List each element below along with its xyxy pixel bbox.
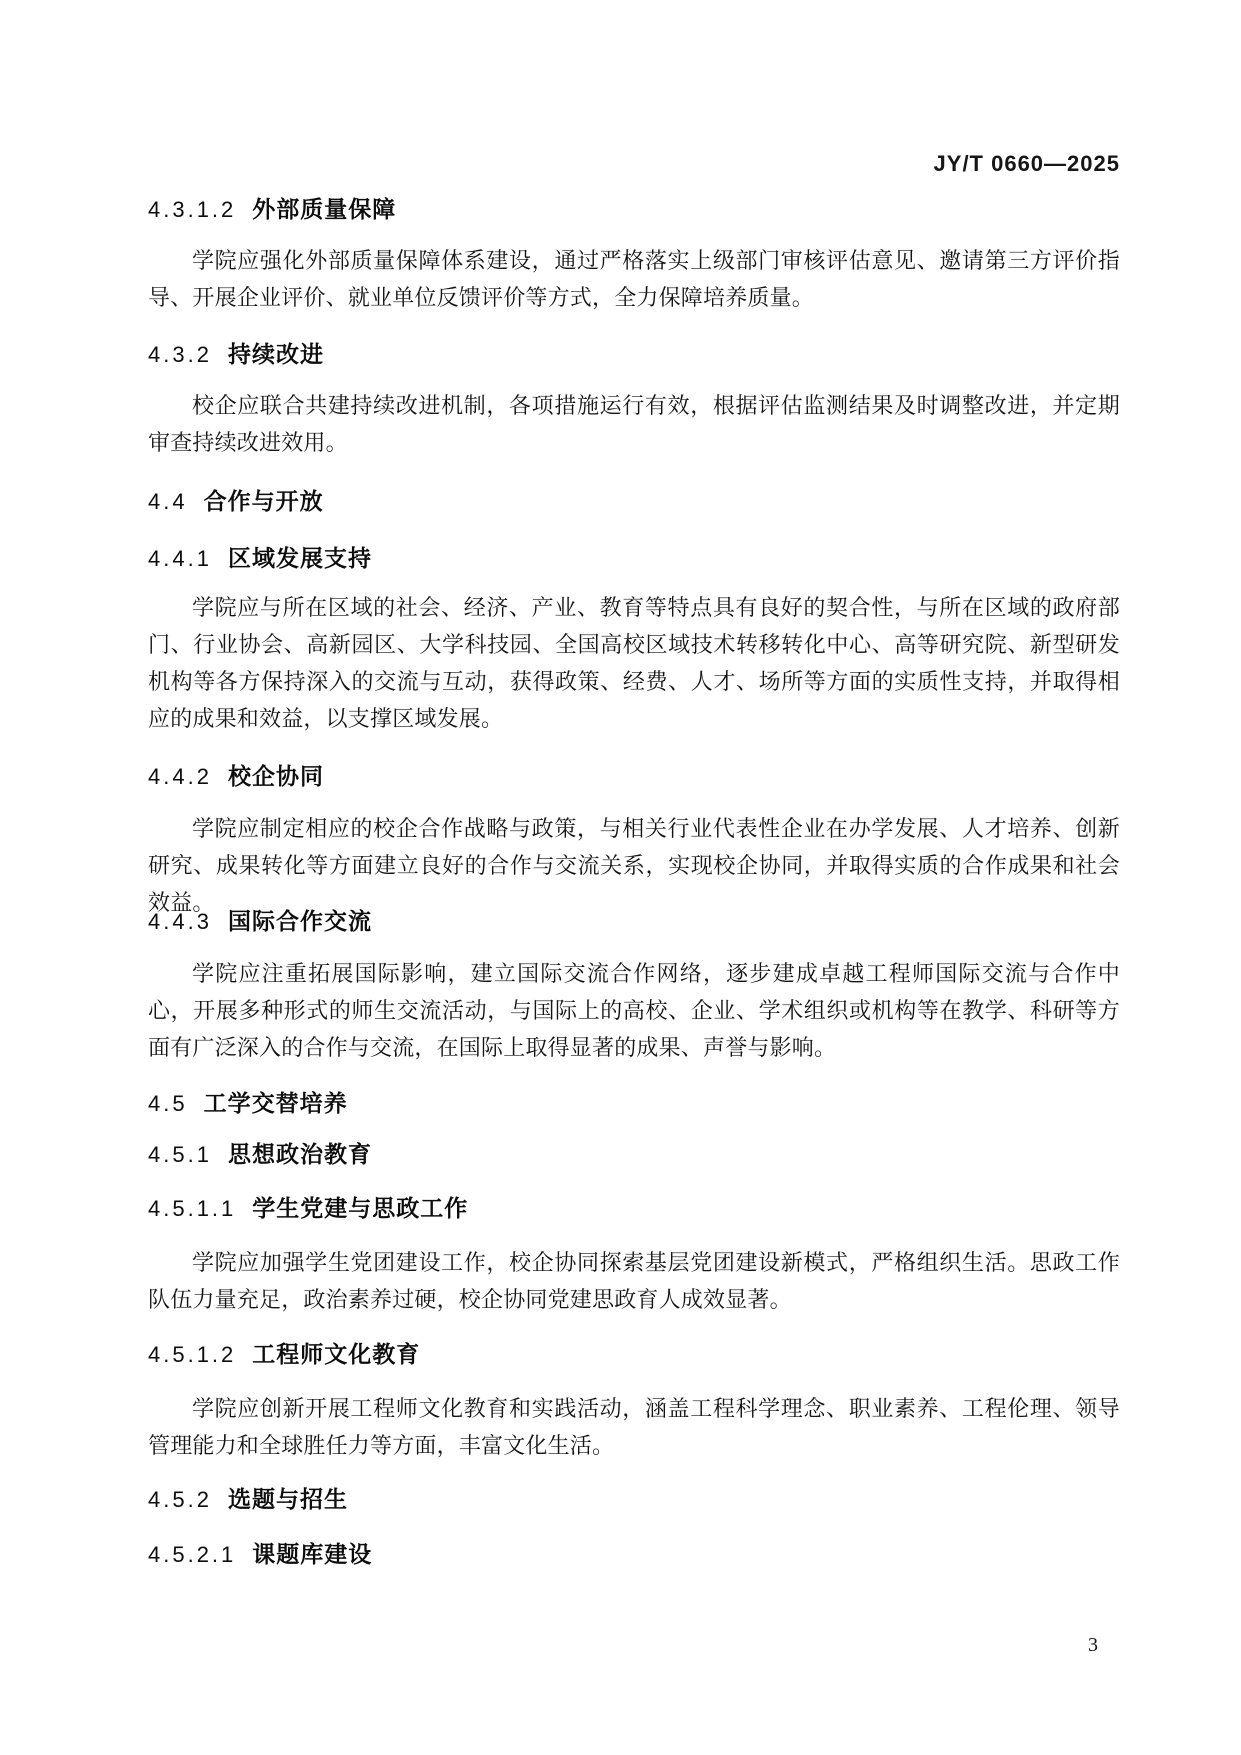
heading-title: 持续改进: [227, 341, 324, 367]
heading-number: 4.5.2.1: [148, 1542, 237, 1567]
heading-4-5-1-1: [148, 1195, 1120, 1222]
paragraph-continuous-improvement: 校企应联合共建持续改进机制，各项措施运行有效，根据评估监测结果及时调整改进，并定期审查持续改进效用。: [148, 393, 1120, 455]
heading-number: 4.4.3: [148, 909, 212, 934]
paragraph-international-cooperation: 学院应注重拓展国际影响，建立国际交流合作网络，逐步建成卓越工程师国际交流与合作中心，开展多种形式的师生交流活动，与国际上的高校、企业、学术组织或机构等在教学、科研等方面有广泛深入的合作与交流，在国际上取得显著的成果、声誉与影响。: [148, 961, 1120, 1060]
heading-number: 4.4: [148, 489, 188, 514]
heading-number: 4.5.1.2: [148, 1342, 237, 1367]
heading-4-5: [148, 1090, 1120, 1117]
heading-number: 4.5.1: [148, 1142, 212, 1167]
heading-4-4-3: [148, 908, 1120, 935]
heading-number: 4.3.2: [148, 342, 212, 367]
heading-4-5-1: [148, 1141, 1120, 1168]
heading-4-3-1-2: [148, 196, 1120, 223]
heading-title: 工学交替培养: [203, 1090, 348, 1116]
heading-title: 工程师文化教育: [252, 1341, 421, 1367]
heading-title: 国际合作交流: [227, 908, 372, 934]
heading-4-5-2-1: [148, 1541, 1120, 1568]
heading-4-5-1-2: [148, 1341, 1120, 1368]
heading-4-5-2: [148, 1486, 1120, 1513]
heading-4-3-2: [148, 341, 1120, 368]
heading-4-4-1: [148, 545, 1120, 572]
standard-number-header: JY/T 0660—2025: [933, 151, 1120, 176]
heading-title: 选题与招生: [227, 1486, 348, 1512]
heading-number: 4.3.1.2: [148, 197, 237, 222]
heading-4-4-2: [148, 763, 1120, 790]
heading-number: 4.5: [148, 1091, 188, 1116]
heading-number: 4.4.2: [148, 764, 212, 789]
heading-title: 外部质量保障: [252, 196, 397, 222]
heading-title: 学生党建与思政工作: [252, 1195, 469, 1221]
heading-number: 4.4.1: [148, 546, 212, 571]
heading-number: 4.5.2: [148, 1487, 212, 1512]
page-number: 3: [1088, 1634, 1098, 1656]
paragraph-external-quality: 学院应强化外部质量保障体系建设，通过严格落实上级部门审核评估意见、邀请第三方评价指导、开展企业评价、就业单位反馈评价等方式，全力保障培养质量。: [148, 248, 1120, 310]
heading-title: 课题库建设: [252, 1541, 373, 1567]
heading-title: 思想政治教育: [227, 1141, 372, 1167]
heading-4-4: [148, 488, 1120, 515]
heading-title: 区域发展支持: [227, 545, 372, 571]
heading-number: 4.5.1.1: [148, 1196, 237, 1221]
paragraph-regional-development: 学院应与所在区域的社会、经济、产业、教育等特点具有良好的契合性，与所在区域的政府部门、行业协会、高新园区、大学科技园、全国高校区域技术转移转化中心、高等研究院、新型研发机构等各方保持深入的交流与互动，获得政策、经费、人才、场所等方面的实质性支持，并取得相应的成果和效益，以支撑区域发展。: [148, 595, 1120, 731]
paragraph-engineer-culture: 学院应创新开展工程师文化教育和实践活动，涵盖工程科学理念、职业素养、工程伦理、领导管理能力和全球胜任力等方面，丰富文化生活。: [148, 1396, 1120, 1458]
paragraph-school-enterprise-synergy: 学院应制定相应的校企合作战略与政策，与相关行业代表性企业在办学发展、人才培养、创新研究、成果转化等方面建立良好的合作与交流关系，实现校企协同，并取得实质的合作成果和社会效益。: [148, 816, 1120, 915]
heading-title: 校企协同: [227, 763, 324, 789]
heading-title: 合作与开放: [203, 488, 324, 514]
paragraph-party-building: 学院应加强学生党团建设工作，校企协同探索基层党团建设新模式，严格组织生活。思政工作队伍力量充足，政治素养过硬，校企协同党建思政育人成效显著。: [148, 1250, 1120, 1312]
